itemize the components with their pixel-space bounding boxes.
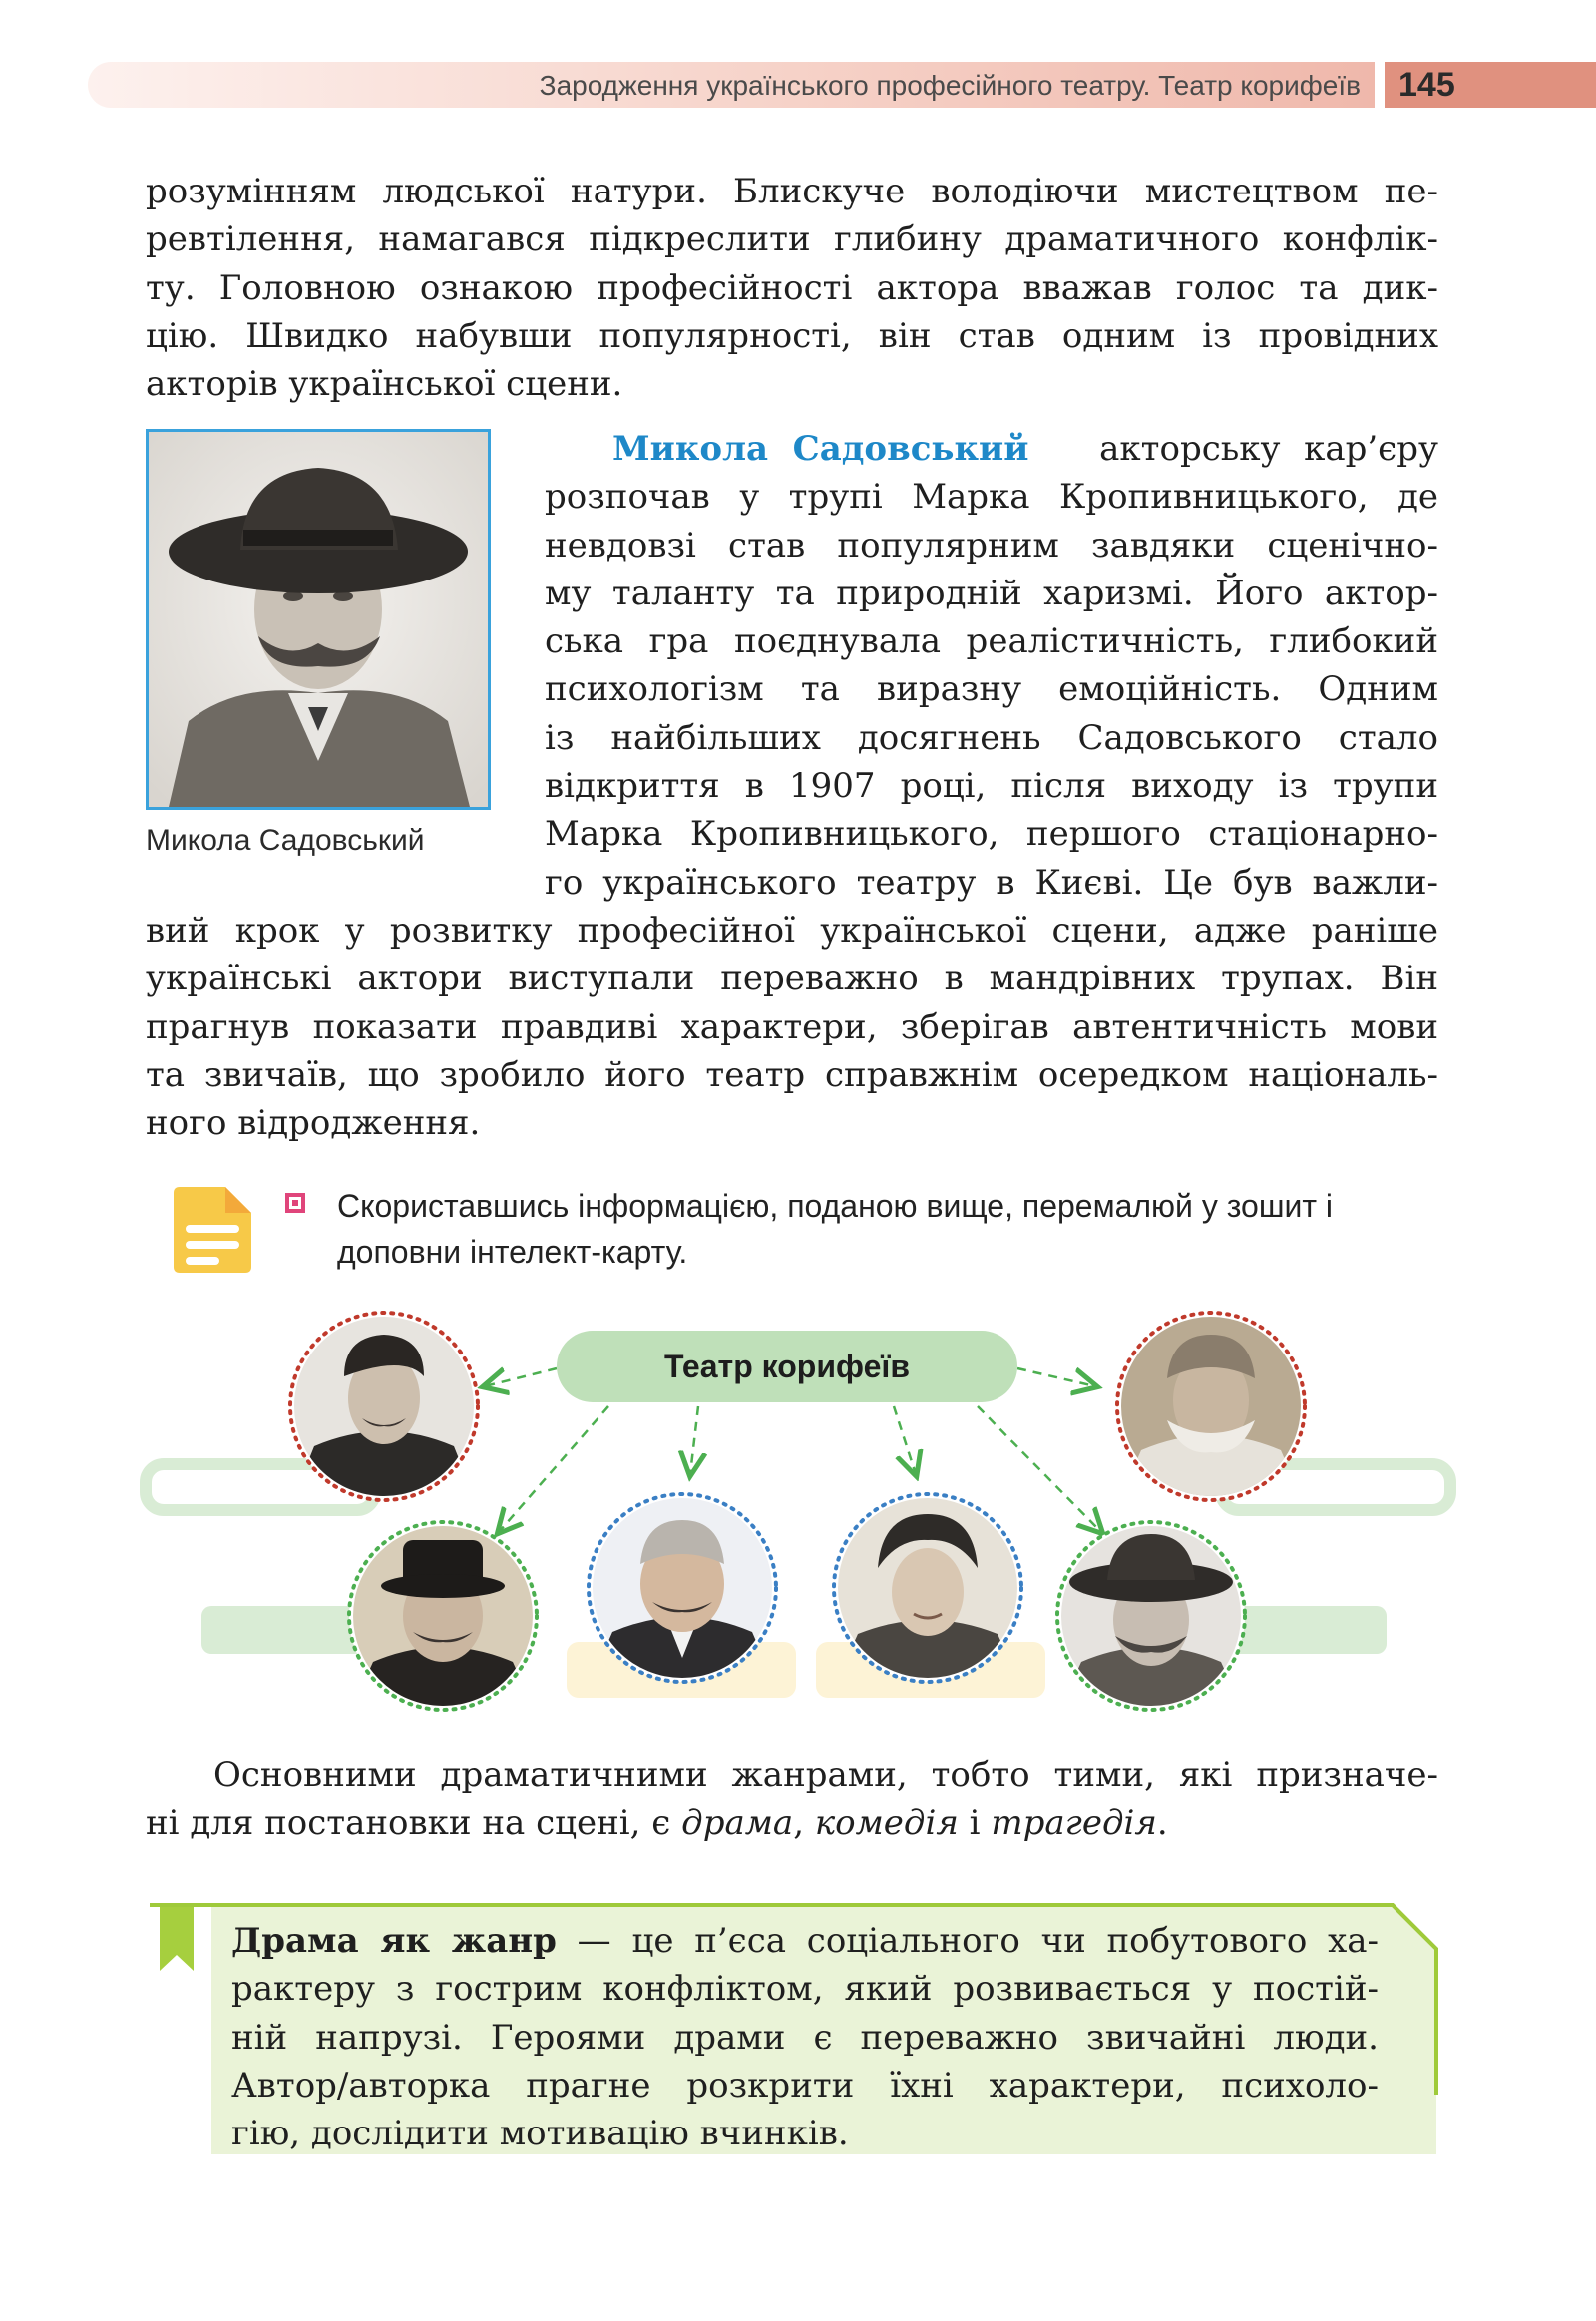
text-line: ній напрузі. Героями драми є переважно звичайні люди. xyxy=(231,2017,1379,2058)
portrait-image xyxy=(146,429,491,810)
arrow xyxy=(690,1406,698,1474)
text-line: розумінням людської натури. Блискуче володіючи мистецтвом пе- xyxy=(146,172,1438,211)
text-line xyxy=(146,1751,1438,1799)
text-line: рактеру з гострим конфліктом, який розвивається у постій- xyxy=(231,1969,1379,2010)
portrait-bottom-center-left xyxy=(589,1494,776,1682)
task-text: Скориставшись інформацією, поданою вище, перемалюй у зошит і доповни інтелект-карту. xyxy=(337,1188,1334,1270)
arrow xyxy=(894,1406,916,1474)
text-line: ту. Головною ознакою професійності актора вважав голос та дик- xyxy=(146,267,1438,308)
text-line: та звичаїв, що зробило його театр справжнім осередком національ- xyxy=(146,1054,1438,1095)
genre-drama: драма xyxy=(681,1803,794,1844)
notes-icon xyxy=(170,1185,255,1275)
text-line: із найбільших досягнень Садовського стало xyxy=(545,717,1438,758)
portrait-bottom-far-left xyxy=(349,1522,537,1710)
text-line: ного відродження. xyxy=(146,1103,481,1144)
definition-term: Драма як жанр xyxy=(231,1921,557,1961)
page-number: 145 xyxy=(1398,66,1455,104)
text-line: психологізм та виразну емоційність. Одним xyxy=(545,669,1438,710)
task-bullet-icon xyxy=(285,1193,305,1213)
text-fragment: акторську кар’єру xyxy=(1099,429,1438,469)
text-line: го українського театру в Києві. Це був важли- xyxy=(545,862,1438,903)
text-line: му таланту та природній харизмі. Його актор- xyxy=(545,573,1438,613)
text-fragment: і xyxy=(958,1803,992,1844)
page-number-box xyxy=(1385,62,1596,108)
text-line: розпочав у трупі Марка Кропивницького, де xyxy=(545,477,1438,518)
highlighted-name: Микола Садовський xyxy=(612,429,1029,469)
text-line: вий крок у розвитку професійної української сцени, адже раніше xyxy=(146,911,1438,951)
genre-comedy: комедія xyxy=(814,1803,959,1844)
text-line xyxy=(545,425,1438,473)
text-fragment: , xyxy=(793,1803,815,1844)
definition-box xyxy=(146,1899,1440,2160)
text-line: українські актори виступали переважно в мандрівних трупах. Він xyxy=(146,959,1438,999)
text-line: акторів української сцени. xyxy=(146,364,623,405)
intro-paragraph xyxy=(146,168,1438,408)
text-line: ревтілення, намагався підкреслити глибину драматичного конфлік- xyxy=(146,219,1438,260)
running-header xyxy=(88,62,1375,108)
text-line: прагнув показати правдиві характери, зберігав автентичність мови xyxy=(146,1006,1438,1047)
arrow xyxy=(485,1368,557,1386)
running-title: Зародження українського професійного театру. Театр корифеїв xyxy=(539,70,1361,101)
text-fragment: — це п’єса соціального чи побутового ха- xyxy=(556,1921,1380,1961)
bookmark-ribbon-icon xyxy=(160,1907,194,1971)
text-fragment: Основними драматичними жанрами, тобто тими, які призначе- xyxy=(213,1755,1438,1795)
text-line: невдовзі став популярним завдяки сценічно- xyxy=(545,525,1438,566)
portrait-top-right xyxy=(1117,1313,1305,1500)
text-line: ська гра поєднувала реалістичність, глибокий xyxy=(545,621,1438,662)
sadovsky-paragraph xyxy=(545,425,1438,907)
portrait-photo-icon xyxy=(149,432,488,807)
arrow xyxy=(978,1406,1101,1532)
definition-text xyxy=(231,1917,1379,2157)
portrait-top-left xyxy=(290,1313,478,1500)
text-line xyxy=(146,1799,1438,1847)
mind-map-title: Театр корифеїв xyxy=(557,1331,1017,1402)
text-line: Марка Кропивницького, першого стаціонарно- xyxy=(545,814,1438,855)
text-line xyxy=(231,1917,1379,1965)
portrait-caption: Микола Садовський xyxy=(146,824,425,857)
text-line: гію, дослідити мотивацію вчинків. xyxy=(231,2114,849,2154)
text-line: відкриття в 1907 році, після виходу із трупи xyxy=(545,766,1438,807)
portrait-bottom-center-right xyxy=(834,1494,1021,1682)
text-fragment: ні для постановки на сцені, є xyxy=(146,1803,682,1844)
text-line: цію. Швидко набувши популярності, він став одним із провідних xyxy=(146,315,1438,356)
mind-map xyxy=(140,1307,1456,1726)
arrow xyxy=(1017,1368,1095,1386)
arrow xyxy=(499,1406,608,1532)
genre-tragedy: трагедія xyxy=(991,1803,1157,1844)
sadovsky-paragraph-continued xyxy=(146,907,1438,1147)
text-fragment: . xyxy=(1156,1803,1168,1844)
text-line: Автор/авторка прагне розкрити їхні характери, психоло- xyxy=(231,2065,1379,2106)
portrait-bottom-far-right xyxy=(1057,1522,1245,1710)
genres-paragraph xyxy=(146,1751,1438,1848)
